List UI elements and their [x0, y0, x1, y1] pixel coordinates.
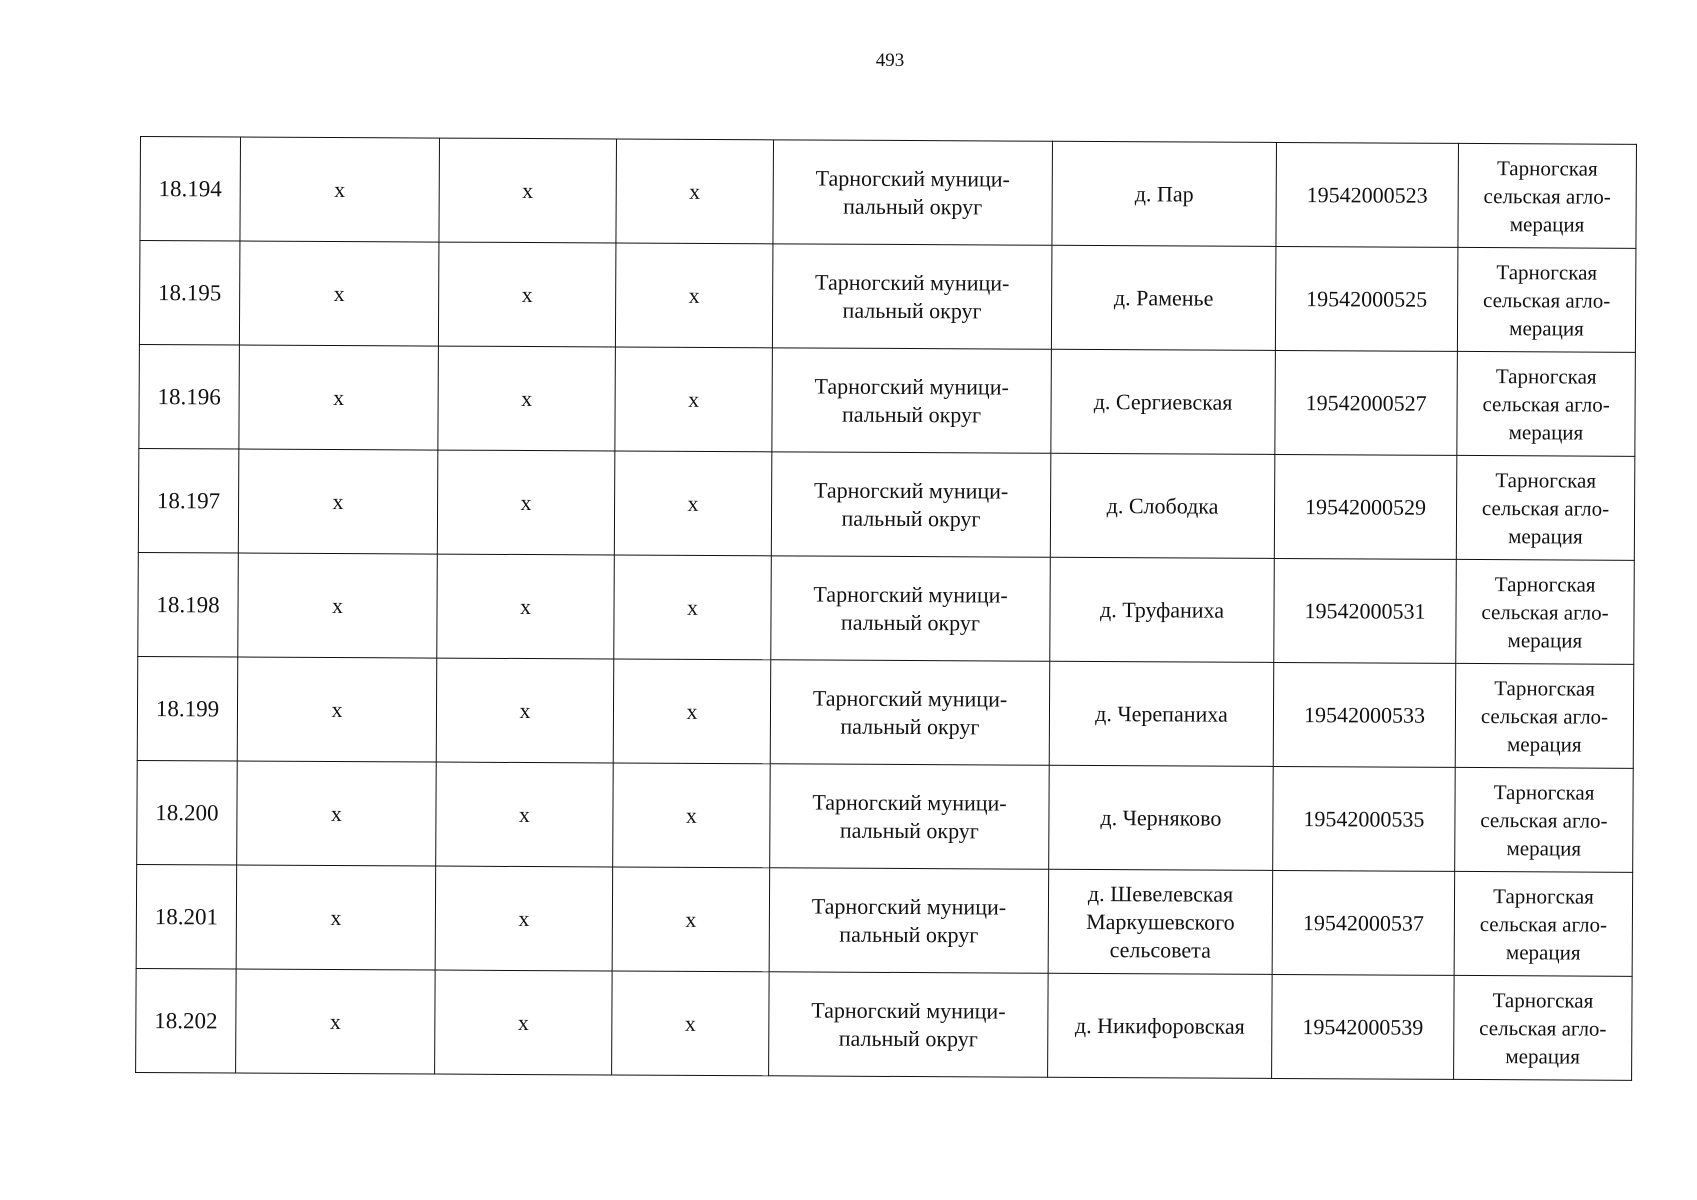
settlement-cell	[1048, 973, 1273, 1078]
x-cell: x	[239, 241, 439, 346]
row-number-cell: 18.197	[138, 448, 239, 553]
agglomeration-cell-line: Тарногская	[1492, 987, 1594, 1013]
agglomeration-cell-line: сельская агло-	[1479, 911, 1608, 937]
district-cell-line: пальный округ	[838, 1025, 978, 1051]
district-cell	[772, 244, 1052, 349]
table-row	[139, 241, 1636, 353]
district-cell-line: пальный округ	[841, 401, 982, 427]
settlement-cell-line: д. Шевелевская	[1087, 880, 1234, 907]
agglomeration-cell-line: сельская агло-	[1480, 703, 1609, 729]
district-cell-line: пальный округ	[842, 297, 982, 323]
agglomeration-cell-line: Тарногская	[1495, 467, 1597, 493]
settlement-cell	[1050, 453, 1275, 558]
table-row	[139, 344, 1636, 456]
agglomeration-cell-line: мерация	[1508, 419, 1584, 445]
x-cell: x	[236, 865, 436, 970]
settlements-table	[135, 136, 1637, 1081]
x-cell: x	[438, 242, 616, 347]
district-cell	[769, 972, 1049, 1077]
settlement-cell	[1052, 141, 1277, 246]
oktmo-code-cell: 19542000527	[1275, 350, 1458, 455]
district-cell-line: пальный округ	[840, 713, 980, 739]
agglomeration-cell-line: Тарногская	[1494, 571, 1596, 597]
settlement-cell-line: д. Слободка	[1106, 492, 1219, 519]
agglomeration-cell	[1454, 975, 1633, 1080]
agglomeration-cell-line: Тарногская	[1493, 883, 1594, 909]
settlement-cell-line: д. Черняково	[1100, 804, 1222, 831]
settlement-cell-line: Маркушевского	[1086, 908, 1235, 935]
x-cell: x	[240, 137, 440, 242]
district-cell-line: пальный округ	[839, 817, 979, 843]
agglomeration-cell-line: сельская агло-	[1483, 183, 1611, 209]
x-cell: x	[613, 659, 771, 764]
x-cell: x	[436, 762, 614, 867]
agglomeration-cell	[1455, 663, 1634, 768]
oktmo-code-cell: 19542000523	[1276, 142, 1459, 247]
agglomeration-cell-line: мерация	[1505, 1043, 1581, 1069]
x-cell: x	[438, 346, 616, 451]
agglomeration-cell-line: мерация	[1506, 835, 1582, 861]
oktmo-code-cell: 19542000535	[1273, 766, 1456, 871]
row-number-cell: 18.199	[137, 656, 238, 761]
agglomeration-cell-line: мерация	[1505, 939, 1581, 965]
district-cell	[771, 452, 1051, 557]
settlement-cell-line: д. Никифоровская	[1074, 1012, 1245, 1039]
oktmo-code-cell: 19542000539	[1272, 974, 1455, 1079]
x-cell: x	[439, 138, 617, 243]
x-cell: x	[616, 139, 774, 244]
x-cell: x	[615, 243, 773, 348]
row-number-cell: 18.201	[136, 864, 237, 969]
x-cell: x	[437, 450, 615, 555]
agglomeration-cell-line: мерация	[1509, 211, 1585, 237]
agglomeration-cell-line: сельская агло-	[1481, 599, 1609, 625]
oktmo-code-cell: 19542000537	[1272, 870, 1455, 975]
agglomeration-cell-line: сельская агло-	[1482, 391, 1610, 417]
table-row	[138, 448, 1635, 560]
x-cell: x	[237, 761, 437, 866]
row-number-cell: 18.196	[139, 344, 240, 449]
row-number-cell: 18.194	[140, 137, 241, 242]
oktmo-code-cell: 19542000529	[1274, 454, 1457, 559]
settlement-cell-line: д. Сергиевская	[1093, 388, 1233, 415]
oktmo-code-cell: 19542000525	[1275, 246, 1458, 351]
table-body	[136, 137, 1637, 1081]
district-cell-line: пальный округ	[840, 609, 981, 635]
agglomeration-cell-line: Тарногская	[1496, 259, 1598, 285]
table-row	[138, 552, 1635, 664]
agglomeration-cell-line: мерация	[1506, 731, 1582, 757]
district-cell-line: пальный округ	[839, 921, 979, 947]
table-row	[140, 137, 1637, 249]
table-row	[137, 656, 1634, 768]
x-cell: x	[613, 763, 771, 868]
x-cell: x	[238, 449, 438, 554]
agglomeration-cell-line: мерация	[1507, 627, 1583, 653]
district-cell-line: пальный округ	[843, 193, 983, 219]
district-cell-line: Тарногский муници-	[812, 789, 1007, 816]
agglomeration-cell-line: сельская агло-	[1481, 495, 1610, 521]
settlement-cell	[1051, 349, 1276, 454]
agglomeration-cell	[1457, 351, 1636, 456]
x-cell: x	[437, 554, 615, 659]
oktmo-code-cell: 19542000533	[1273, 662, 1456, 767]
agglomeration-cell	[1457, 247, 1636, 352]
row-number-cell: 18.202	[136, 968, 237, 1073]
x-cell: x	[237, 657, 437, 762]
district-cell-line: Тарногский муници-	[812, 685, 1008, 712]
district-cell	[772, 348, 1052, 453]
settlement-cell-line: сельсовета	[1109, 936, 1211, 963]
x-cell: x	[236, 969, 436, 1074]
agglomeration-cell	[1454, 871, 1633, 976]
table-row	[137, 760, 1634, 872]
settlement-cell-line: д. Труфаниха	[1099, 596, 1225, 623]
agglomeration-cell	[1455, 767, 1634, 872]
settlement-cell	[1049, 661, 1274, 766]
page-number: 493	[875, 50, 905, 71]
row-number-cell: 18.198	[138, 552, 239, 657]
x-cell: x	[614, 555, 772, 660]
x-cell: x	[435, 866, 613, 971]
table-row	[136, 968, 1633, 1080]
row-number-cell: 18.195	[139, 241, 240, 346]
settlement-cell	[1051, 245, 1276, 350]
agglomeration-cell	[1458, 143, 1637, 248]
agglomeration-cell-line: мерация	[1509, 315, 1584, 341]
oktmo-code-cell: 19542000531	[1274, 558, 1457, 663]
agglomeration-cell-line: мерация	[1508, 523, 1583, 549]
district-cell-line: Тарногский муници-	[811, 997, 1006, 1024]
x-cell: x	[612, 867, 770, 972]
district-cell-line: Тарногский муници-	[813, 581, 1008, 608]
agglomeration-cell-line: Тарногская	[1494, 675, 1596, 701]
agglomeration-cell-line: сельская агло-	[1482, 287, 1611, 313]
settlement-cell	[1049, 765, 1274, 870]
settlement-cell-line: д. Черепаниха	[1095, 700, 1228, 727]
district-cell	[770, 660, 1050, 765]
table-row	[136, 864, 1633, 976]
agglomeration-cell-line: Тарногская	[1493, 779, 1595, 805]
settlement-cell-line: д. Раменье	[1113, 284, 1214, 311]
x-cell: x	[238, 553, 438, 658]
x-cell: x	[436, 658, 614, 763]
settlement-cell	[1048, 869, 1273, 974]
settlement-cell	[1050, 557, 1275, 662]
district-cell-line: Тарногский муници-	[813, 477, 1009, 504]
agglomeration-cell	[1456, 455, 1635, 560]
district-cell	[773, 140, 1053, 245]
table-container	[135, 136, 1637, 1081]
district-cell-line: Тарногский муници-	[814, 373, 1009, 400]
district-cell-line: пальный округ	[841, 505, 981, 531]
x-cell: x	[239, 345, 439, 450]
agglomeration-cell-line: сельская агло-	[1480, 807, 1608, 833]
district-cell	[771, 556, 1051, 661]
row-number-cell: 18.200	[137, 760, 238, 865]
district-cell-line: Тарногский муници-	[815, 165, 1010, 192]
settlement-cell-line: д. Пар	[1134, 180, 1194, 207]
agglomeration-cell-line: Тарногская	[1495, 363, 1597, 389]
agglomeration-cell-line: Тарногская	[1496, 155, 1598, 181]
district-cell-line: Тарногский муници-	[815, 269, 1010, 296]
x-cell: x	[435, 970, 613, 1075]
x-cell: x	[615, 347, 773, 452]
x-cell: x	[612, 971, 770, 1076]
agglomeration-cell-line: сельская агло-	[1479, 1015, 1607, 1041]
district-cell-line: Тарногский муници-	[811, 893, 1007, 920]
x-cell: x	[614, 451, 772, 556]
district-cell	[770, 764, 1050, 869]
agglomeration-cell	[1456, 559, 1635, 664]
district-cell	[769, 868, 1049, 973]
